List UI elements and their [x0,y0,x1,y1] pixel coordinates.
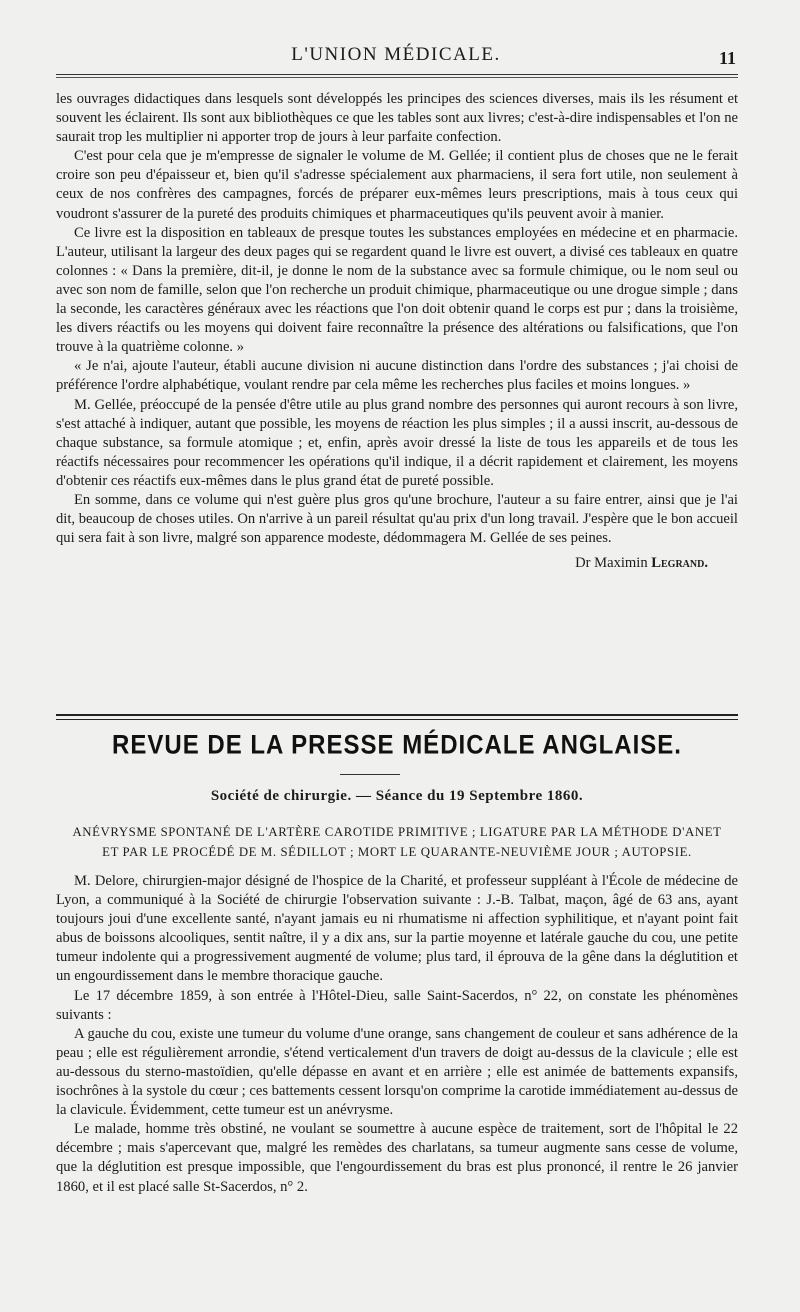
running-head [56,44,736,74]
article-body [56,872,738,1197]
article-paragraph: Le 17 décembre 1859, à son entrée à l'Hôtel-Dieu, salle Saint-Sacerdos, n° 22, on constate les phénomènes suivants : [56,987,738,1023]
review-paragraph: En somme, dans ce volume qui n'est guère plus gros qu'une brochure, l'auteur a su faire entrer, ainsi que je l'ai dit, beaucoup de choses utiles. On n'arrive à un pareil résultat qu'au prix d'un long travail. J'espère que le bon accueil qui sera fait à son livre, malgré son apparence modeste, dédommagera M. Gellée de ses peines. [56,491,738,547]
review-signature [56,554,708,573]
review-paragraph: les ouvrages didactiques dans lesquels sont développés les principes des sciences diverses, mais ils les résument et souvent les éclairent. Ils sont aux bibliothèques ce que les tables sont aux livres; c'est-à-dire indispensables et l'on ne saurait trop les multiplier ni apporter trop de jours à leur parfaite confection. [56,91,738,146]
signature-prefix: Dr Maximin [575,555,648,572]
article-title-line: ET PAR LE PROCÉDÉ DE M. SÉDILLOT ; MORT LE QUARANTE-NEUVIÈME JOUR ; AUTOPSIE. [102,845,692,859]
article-title-line: ANÉVRYSME SPONTANÉ DE L'ARTÈRE CAROTIDE PRIMITIVE ; LIGATURE PAR LA MÉTHODE D'ANET [72,825,722,839]
signature-name: Legrand. [651,555,708,572]
article-paragraph: A gauche du cou, existe une tumeur du volume d'une orange, sans changement de couleur et sans adhérence de la peau ; elle est régulièrement arrondie, s'étend verticalement d'un travers de doigt au-dessus de la clavicule ; elle est au-dessous du sterno-mastoïdien, qu'elle dépasse en avant et en arrière ; elle est animée de battements expansifs, isochrônes à la systole du cœur ; ces battements cessent lorsqu'on comprime la carotide immédiatement au-dessus de la clavicule. Évidemment, cette tumeur est un anévrysme. [56,1025,738,1119]
article-paragraph: M. Delore, chirurgien-major désigné de l'hospice de la Charité, et professeur suppléant à l'École de médecine de Lyon, a communiqué à la Société de chirurgie l'observation suivante : J.-B. Talbat, maçon, âgé de 63 ans, ayant toujours joui d'une excellente santé, n'ayant jamais eu ni rhumatisme ni affection syphilitique, et n'ayant point fait abus de boissons alcooliques, sentit naître, il y a dix ans, sur la partie moyenne et latérale gauche du cou, une petite tumeur indolente qui a progressivement augmenté de volume; plus tard, il éprouva de la gêne dans la déglutition et un engourdissement dans le membre thoracique gauche. [56,873,738,985]
article-title [56,822,738,862]
book-review [56,90,738,573]
article-paragraph: Le malade, homme très obstiné, ne voulant se soumettre à aucune espèce de traitement, sort de l'hôpital le 22 décembre ; mais s'apercevant que, malgré les remèdes des charlatans, sa tumeur augmente sans cesse de volume, que la déglutition est presque impossible, que l'engourdissement du bras est plus prononcé, il rentre le 26 janvier 1860, et il est placé salle St-Sacerdos, n° 2. [56,1121,738,1195]
session-heading: Société de chirurgie. — Séance du 19 Septembre 1860. [210,788,584,804]
header-rule [56,74,738,78]
section-title: REVUE DE LA PRESSE MÉDICALE ANGLAISE. [112,730,682,761]
section-divider [56,714,738,720]
review-paragraph: M. Gellée, préoccupé de la pensée d'être utile au plus grand nombre des personnes qui auront recours à son livre, s'est attaché à indiquer, autant que possible, les moyens de réaction les plus simples ; il a aussi inscrit, au-dessous de chaque substance, sa formule atomique ; et, enfin, après avoir dressé la liste de tous les appareils et de tous les réactifs nécessaires pour recommencer les opérations qu'il indique, il a décrit rapidement et clairement, les moyens d'obtenir ces réactifs eux-mêmes dans le plus grand état de pureté possible. [56,396,738,489]
review-paragraph: C'est pour cela que je m'empresse de signaler le volume de M. Gellée; il contient plus de choses que ne le ferait croire son peu d'épaisseur et, bien qu'il s'adresse spécialement aux pharmaciens, il sera fort utile, non seulement à ceux de nos confrères des campagnes, forcés de préparer eux-mêmes leurs prescriptions, mais à tous ceux qui voudront s'assurer de la pureté des produits chimiques et pharmaceutiques qu'ils peuvent avoir à manier. [56,148,738,222]
review-paragraph: « Je n'ai, ajoute l'auteur, établi aucune division ni aucune distinction dans l'ordre des substances ; j'ai choisi de préférence l'ordre alphabétique, voulant rendre par cela même les recherches plus faciles et moins longues. » [56,358,738,394]
page-number: 11 [718,48,736,68]
title-underline [340,774,400,775]
running-title: L'UNION MÉDICALE. [291,44,501,65]
review-paragraph: Ce livre est la disposition en tableaux de presque toutes les substances employées en médecine et en pharmacie. L'auteur, utilisant la largeur des deux pages qui se regardent quand le livre est ouvert, a divisé ces tableaux en quatre colonnes : « Dans la première, dit-il, je donne le nom de la substance avec sa formule chimique, ou le nom seul ou avec son nom de famille, selon que l'on recherche un produit chimique, pharmaceutique ou une drogue simple ; dans la seconde, les caractères généraux avec les réactions que l'on doit obtenir quand le corps est pur ; dans la troisième, les divers réactifs ou les moyens qui doivent faire reconnaître la présence des altérations ou falsifications, que l'on trouve à la quatrième colonne. » [56,224,738,356]
